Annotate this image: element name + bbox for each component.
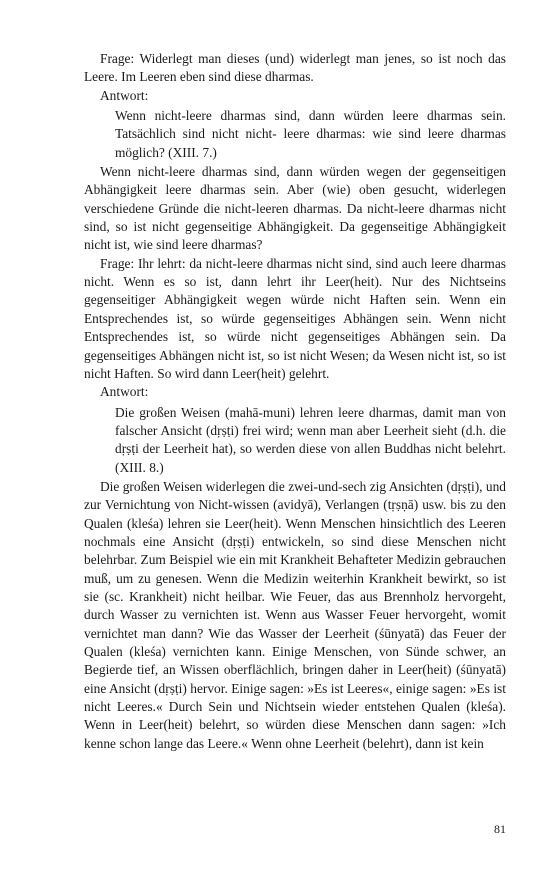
verse-quote-xiii-8: Die großen Weisen (mahā-muni) lehren leere dharmas, damit man von falscher Ansicht (dṛṣṭi) frei wird; wenn man aber Leerheit sieht (d.h. die dṛṣṭi der Leerheit hat), so werden diese von allen Buddhas nicht belehrt. (XIII. 8.) — [115, 404, 506, 475]
answer-label-2: Antwort: — [100, 384, 149, 400]
answer-label-1: Antwort: — [100, 87, 149, 103]
verse-quote-xiii-7: Wenn nicht-leere dharmas sind, dann würden leere dharmas sein. Tatsächlich sind nicht nicht- leere dharmas: wie sind leere dharmas möglich? (XIII. 7.) — [115, 108, 506, 160]
body-text — [84, 50, 506, 753]
paragraph-question-1: Frage: Widerlegt man dieses (und) widerlegt man jenes, so ist noch das Leere. Im Leeren eben sind diese dharmas. — [84, 51, 506, 85]
paragraph-commentary-1: Wenn nicht-leere dharmas sind, dann würden wegen der gegenseitigen Abhängigkeit leere dharmas sein. Aber (wie) oben gesucht, widerlegen verschiedene Gründe die nicht-leeren dharmas. Da nicht-leere dharmas nicht sind, so ist nicht gegenseitige Abhängigkeit. Da gegenseitige Abhängigkeit nicht ist, wie sind leere dharmas? — [84, 164, 506, 253]
paragraph-question-2: Frage: Ihr lehrt: da nicht-leere dharmas nicht sind, sind auch leere dharmas nicht. Wenn es so ist, dann lehrt ihr Leer(heit). Nur des Nichtseins gegenseitiger Abhängigkeit wegen würde nicht Haften sein. Wenn ein Entsprechendes ist, so würde gegenseitiges Abhängen sein. Wenn nicht Entsprechendes ist, so würde nicht gegenseitiges Abhängen sein. Da gegenseitiges Abhängen nicht ist, so ist nicht Wesen; da Wesen nicht ist, so ist nicht Haften. So wird dann Leer(heit) gelehrt. — [84, 255, 506, 381]
page-number: 81 — [494, 822, 506, 836]
paragraph-commentary-2: Die großen Weisen widerlegen die zwei-und-sech zig Ansichten (dṛṣṭi), und zur Vernichtung von Nicht-wissen (avidyā), Verlangen (tṛṣṇā) usw. bis zu den Qualen (kleśa) lehren sie Leer(heit). Wenn Menschen hinsichtlich des Leeren nochmals eine Ansicht (dṛṣṭi) entwickeln, so sind diese Menschen nicht belehrbar. Zum Beispiel wie ein mit Krankheit Behafteter Medizin gebrauchen muß, um zu genesen. Wenn die Medizin weiterhin Krankheit bewirkt, so ist sie (sc. Krankheit) nicht heilbar. Wie Feuer, das aus Brennholz hervorgeht, durch Wasser zu vernichten ist. Wenn aus Wasser Feuer hervorgeht, womit vernichtet man dann? Wie das Wasser der Leerheit (śūnyatā) das Feuer der Qualen (kleśa) vernichten kann. Einige Menschen, von Sünde schwer, an Begierde tief, an Wissen oberflächlich, bringen daher in Leer(heit) (śūnyatā) eine Ansicht (dṛṣṭi) hervor. Einige sagen: »Es ist Leeres«, einige sagen: »Es ist nicht Leeres.« Durch Sein und Nichtsein wieder entstehen Qualen (kleśa). Wenn in Leer(heit) belehrt, so würden diese Menschen dann sagen: »Ich kenne schon lange das Leere.« Wenn ohne Leerheit (belehrt), dann ist kein — [84, 478, 506, 751]
